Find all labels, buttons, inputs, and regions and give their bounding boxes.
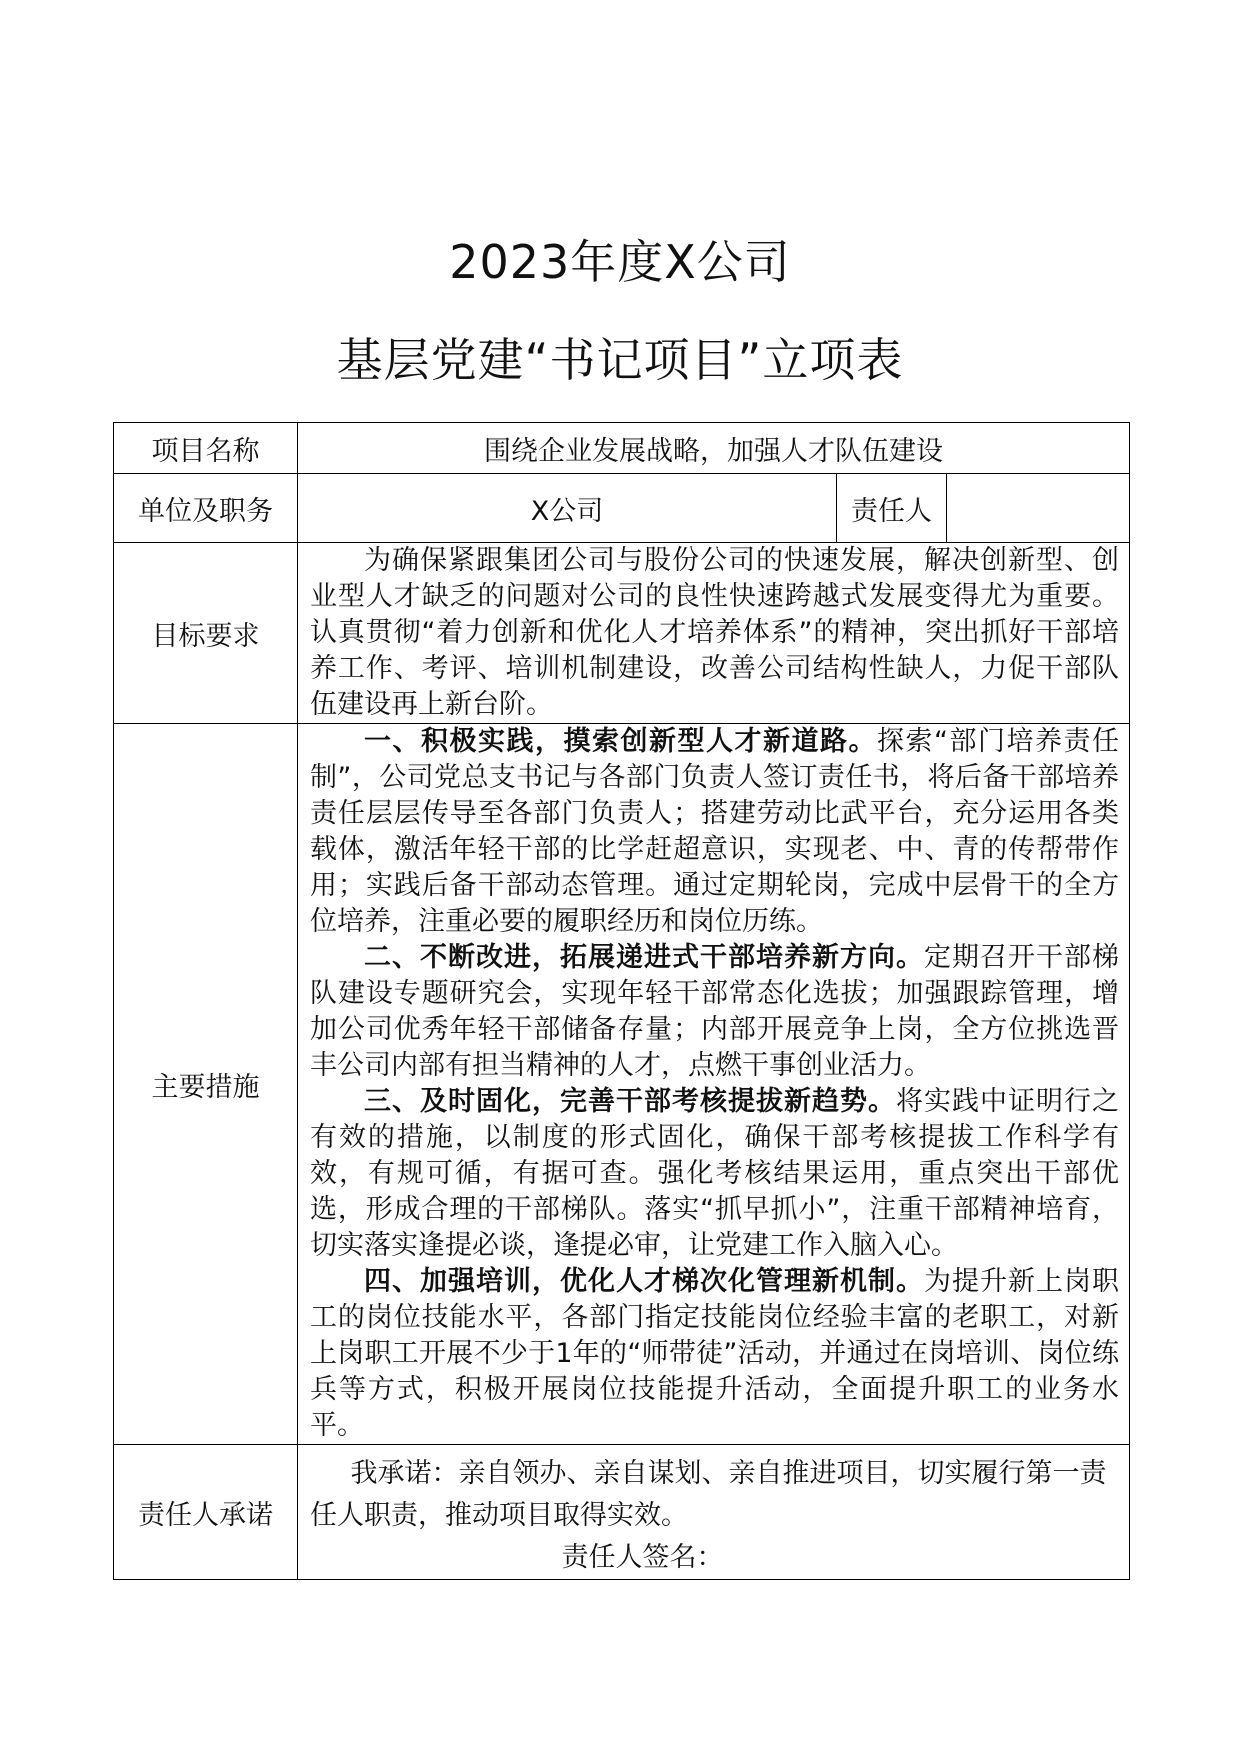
measure-item bbox=[310, 1264, 1119, 1444]
label-unit: 单位及职务 bbox=[114, 474, 298, 543]
label-measures: 主要措施 bbox=[114, 724, 298, 1445]
row-promise bbox=[114, 1445, 1130, 1580]
row-project-name bbox=[114, 423, 1130, 474]
signature-label: 责任人签名： bbox=[561, 1542, 724, 1573]
row-unit bbox=[114, 474, 1130, 543]
measure-heading: 二、不断改进，拓展递进式干部培养新方向。 bbox=[364, 942, 925, 973]
document-title-line2: 基层党建“书记项目”立项表 bbox=[336, 333, 904, 387]
measure-heading: 四、加强培训，优化人才梯次化管理新机制。 bbox=[364, 1266, 925, 1297]
promise-cell bbox=[298, 1445, 1130, 1580]
project-form-table bbox=[113, 422, 1130, 1580]
measure-text: 定期召开干部梯队建设专题研究会，实现年轻干部常态化选拔；加强跟踪管理，增加公司优秀年轻干部储备存量；内部开展竞争上岗，全方位挑选晋丰公司内部有担当精神的人才，点燃干事创业活力。 bbox=[310, 942, 1120, 1081]
label-promise: 责任人承诺 bbox=[114, 1445, 298, 1580]
measure-heading: 三、及时固化，完善干部考核提拔新趋势。 bbox=[364, 1086, 897, 1117]
goal-cell bbox=[298, 543, 1130, 724]
measure-text: 探索“部门培养责任制”，公司党总支书记与各部门负责人签订责任书，将后备干部培养责任层层传导至各部门负责人；搭建劳动比武平台，充分运用各类载体，激活年轻干部的比学赶超意识，实现老、中、青的传帮带作用；实践后备干部动态管理。通过定期轮岗，完成中层骨干的全方位培养，注重必要的履职经历和岗位历练。 bbox=[310, 726, 1120, 937]
measure-heading: 一、积极实践，摸索创新型人才新道路。 bbox=[364, 726, 878, 757]
measure-item bbox=[310, 1084, 1119, 1264]
value-project-name: 围绕企业发展战略，加强人才队伍建设 bbox=[298, 423, 1130, 474]
label-goal: 目标要求 bbox=[114, 543, 298, 724]
measure-item bbox=[310, 724, 1119, 940]
document-title-line1: 2023年度X公司 bbox=[449, 235, 791, 289]
row-goal bbox=[114, 543, 1130, 724]
label-project-name: 项目名称 bbox=[114, 423, 298, 474]
measure-item bbox=[310, 940, 1119, 1084]
promise-text: 我承诺：亲自领办、亲自谋划、亲自推进项目，切实履行第一责任人职责，推动项目取得实效。 bbox=[310, 1458, 1107, 1531]
value-responsible bbox=[947, 474, 1130, 543]
row-measures bbox=[114, 724, 1130, 1445]
goal-text: 为确保紧跟集团公司与股份公司的快速发展，解决创新型、创业型人才缺乏的问题对公司的良性快速跨越式发展变得尤为重要。认真贯彻“着力创新和优化人才培养体系”的精神，突出抓好干部培养工作、考评、培训机制建设，改善公司结构性缺人，力促干部队伍建设再上新台阶。 bbox=[310, 545, 1120, 720]
label-responsible: 责任人 bbox=[837, 474, 947, 543]
value-unit: X公司 bbox=[298, 474, 837, 543]
measure-text: 将实践中证明行之有效的措施，以制度的形式固化，确保干部考核提拔工作科学有效，有规可循，有据可查。强化考核结果运用，重点突出干部优选，形成合理的干部梯队。落实“抓早抓小”，注重干部精神培育，切实落实逢提必谈，逢提必审，让党建工作入脑入心。 bbox=[310, 1086, 1120, 1261]
measure-text: 为提升新上岗职工的岗位技能水平，各部门指定技能岗位经验丰富的老职工，对新上岗职工开展不少于1年的“师带徒”活动，并通过在岗培训、岗位练兵等方式，积极开展岗位技能提升活动，全面提升职工的业务水平。 bbox=[310, 1266, 1120, 1441]
measures-cell bbox=[298, 724, 1130, 1445]
